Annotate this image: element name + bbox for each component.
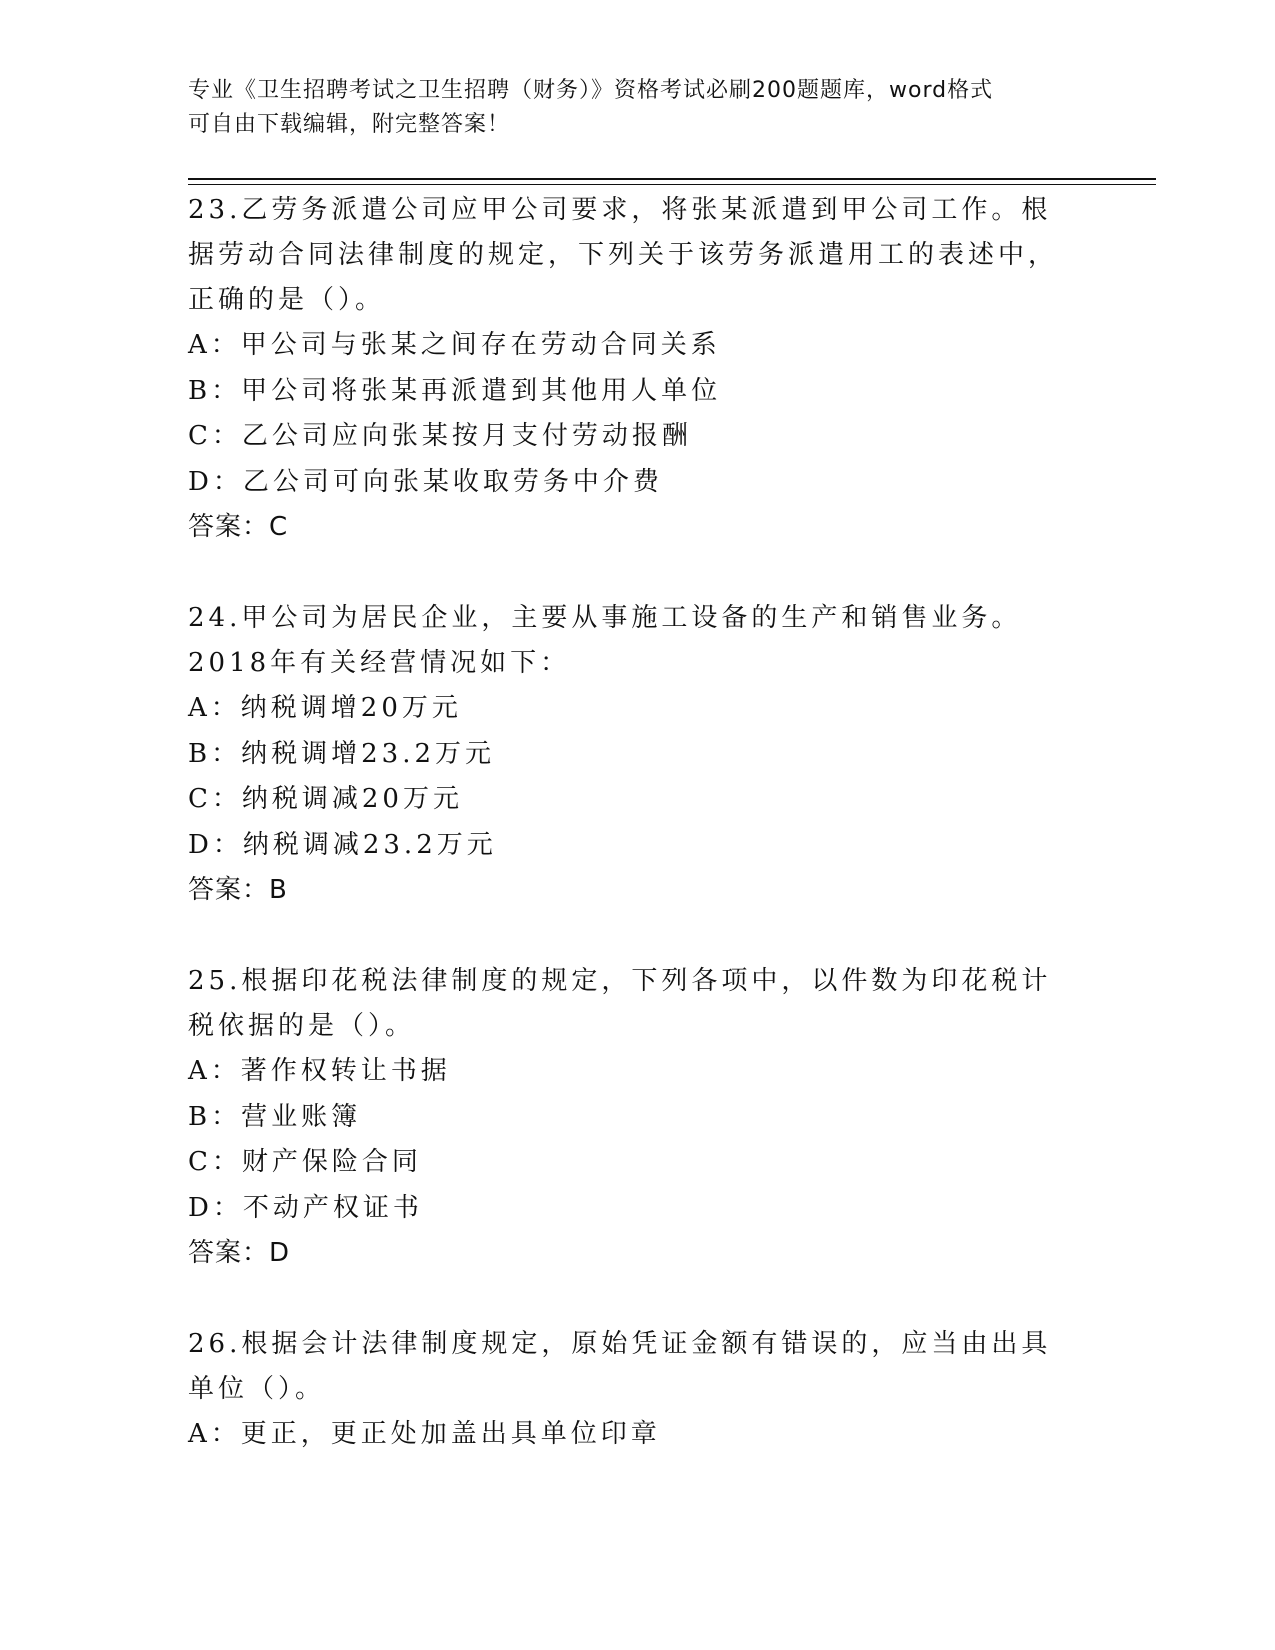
header-divider-thin <box>188 184 1156 185</box>
header-divider <box>188 178 1156 180</box>
question-stem: 26.根据会计法律制度规定，原始凭证金额有错误的，应当由出具单位（）。 <box>188 1329 1052 1404</box>
header-line-1: 专业《卫生招聘考试之卫生招聘（财务）》资格考试必刷200题题库，word格式 <box>188 78 994 103</box>
question-item <box>188 959 1078 1276</box>
option-b: B：营业账簿 <box>188 1101 362 1132</box>
option-a: A：著作权转让书据 <box>188 1056 451 1086</box>
option-c: C：乙公司应向张某按月支付劳动报酬 <box>188 421 692 451</box>
answer-line: 答案：B <box>188 875 288 905</box>
option-a: A：更正，更正处加盖出具单位印章 <box>188 1419 661 1449</box>
option-b: B：甲公司将张某再派遣到其他用人单位 <box>188 375 722 406</box>
question-item <box>188 596 1078 913</box>
option-b: B：纳税调增23.2万元 <box>188 738 495 769</box>
question-stem: 23.乙劳务派遣公司应甲公司要求，将张某派遣到甲公司工作。根据劳动合同法律制度的规定，下列关于该劳务派遣用工的表述中，正确的是（）。 <box>188 195 1059 315</box>
option-d: D：不动产权证书 <box>188 1192 423 1223</box>
question-list <box>188 188 1078 1504</box>
answer-line: 答案：D <box>188 1238 291 1268</box>
question-item <box>188 188 1078 550</box>
option-c: C：纳税调减20万元 <box>188 784 463 814</box>
option-d: D：乙公司可向张某收取劳务中介费 <box>188 466 663 497</box>
option-a: A：甲公司与张某之间存在劳动合同关系 <box>188 330 721 360</box>
option-c: C：财产保险合同 <box>188 1147 422 1177</box>
answer-line: 答案：C <box>188 512 289 542</box>
option-a: A：纳税调增20万元 <box>188 693 462 723</box>
header-line-2: 可自由下载编辑，附完整答案！ <box>188 112 511 137</box>
question-stem: 25.根据印花税法律制度的规定，下列各项中，以件数为印花税计税依据的是（）。 <box>188 966 1052 1041</box>
page-header <box>188 74 1068 142</box>
option-d: D：纳税调减23.2万元 <box>188 829 497 860</box>
question-item <box>188 1322 1078 1458</box>
question-stem: 24.甲公司为居民企业，主要从事施工设备的生产和销售业务。2018年有关经营情况如下： <box>188 603 1022 678</box>
